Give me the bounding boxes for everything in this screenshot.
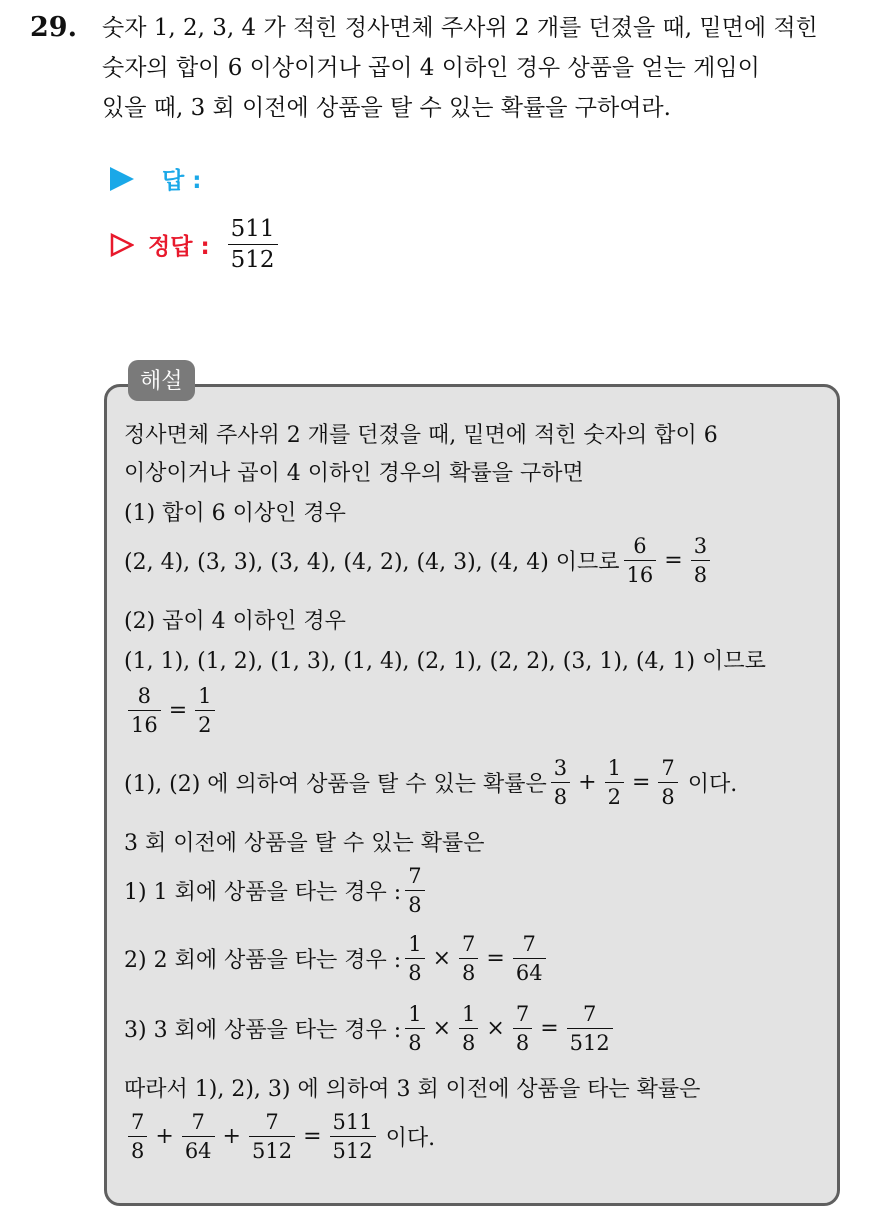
fraction-1-2: $\frac{1}{2}$ (195, 684, 214, 737)
question-line-2: 숫자의 합이 6 이상이거나 곱이 4 이하인 경우 상품을 얻는 게임이 (102, 55, 760, 81)
correct-answer-fraction: $\frac{511}{512}$ (228, 216, 278, 274)
solution-line-2: 이상이거나 곱이 4 이하인 경우의 확률을 구하면 (124, 461, 584, 486)
play-triangle-icon (110, 167, 134, 191)
solution-line-1: 정사면체 주사위 2 개를 던졌을 때, 밑면에 적힌 숫자의 합이 6 (124, 423, 718, 448)
case-3-line: 3) 3 회에 상품을 타는 경우 : $\frac{1}{8}$ × $\frac{1}{8}$ × $\frac{7}{8}$ = $\frac{7}{512}$ (124, 1002, 617, 1055)
solution-line-9: 3 회 이전에 상품을 탈 수 있는 확률은 (124, 831, 485, 856)
fraction-6-16: $\frac{6}{16}$ (624, 534, 657, 587)
correct-answer-label: 정답 : (148, 234, 210, 261)
solution-line-5: (2) 곱이 4 이하인 경우 (124, 609, 346, 634)
question-line-1: 숫자 1, 2, 3, 4 가 적힌 정사면체 주사위 2 개를 던졌을 때, 밑면에 적힌 (102, 15, 818, 41)
answer-label: 답 : (162, 168, 202, 194)
fraction-8-16: $\frac{8}{16}$ (128, 684, 161, 737)
correct-answer-row (110, 216, 282, 274)
solution-label: 해설 (128, 360, 195, 401)
solution-final-line: $\frac{7}{8}$ + $\frac{7}{64}$ + $\frac{7}{512}$ = $\frac{511}{512}$ 이다. (124, 1110, 435, 1163)
question-number: 29. (30, 12, 77, 43)
solution-line-3: (1) 합이 6 이상인 경우 (124, 501, 346, 526)
solution-line-8: (1), (2) 에 의하여 상품을 탈 수 있는 확률은 $\frac{3}{8}$ + $\frac{1}{2}$ = $\frac{7}{8}$ 이다. (124, 756, 738, 810)
case-2-line: 2) 2 회에 상품을 타는 경우 : $\frac{1}{8}$ × $\frac{7}{8}$ = $\frac{7}{64}$ (124, 932, 550, 985)
outline-triangle-icon (110, 233, 134, 257)
solution-line-7: $\frac{8}{16}$ = $\frac{1}{2}$ (124, 684, 219, 737)
question-text (102, 8, 882, 128)
question-line-3: 있을 때, 3 회 이전에 상품을 탈 수 있는 확률을 구하여라. (102, 95, 671, 121)
answer-input-row[interactable] (110, 162, 201, 195)
solution-line-13: 따라서 1), 2), 3) 에 의하여 3 회 이전에 상품을 타는 확률은 (124, 1077, 701, 1102)
solution-line-4: (2, 4), (3, 3), (3, 4), (4, 2), (4, 3), (4, 4) 이므로 $\frac{6}{16}$ = $\frac{3}{8}$ (124, 534, 714, 587)
case-1-line: 1) 1 회에 상품을 타는 경우 : $\frac{7}{8}$ (124, 864, 429, 917)
solution-line-6: (1, 1), (1, 2), (1, 3), (1, 4), (2, 1), (2, 2), (3, 1), (4, 1) 이므로 (124, 649, 766, 674)
fraction-3-8: $\frac{3}{8}$ (691, 534, 710, 587)
